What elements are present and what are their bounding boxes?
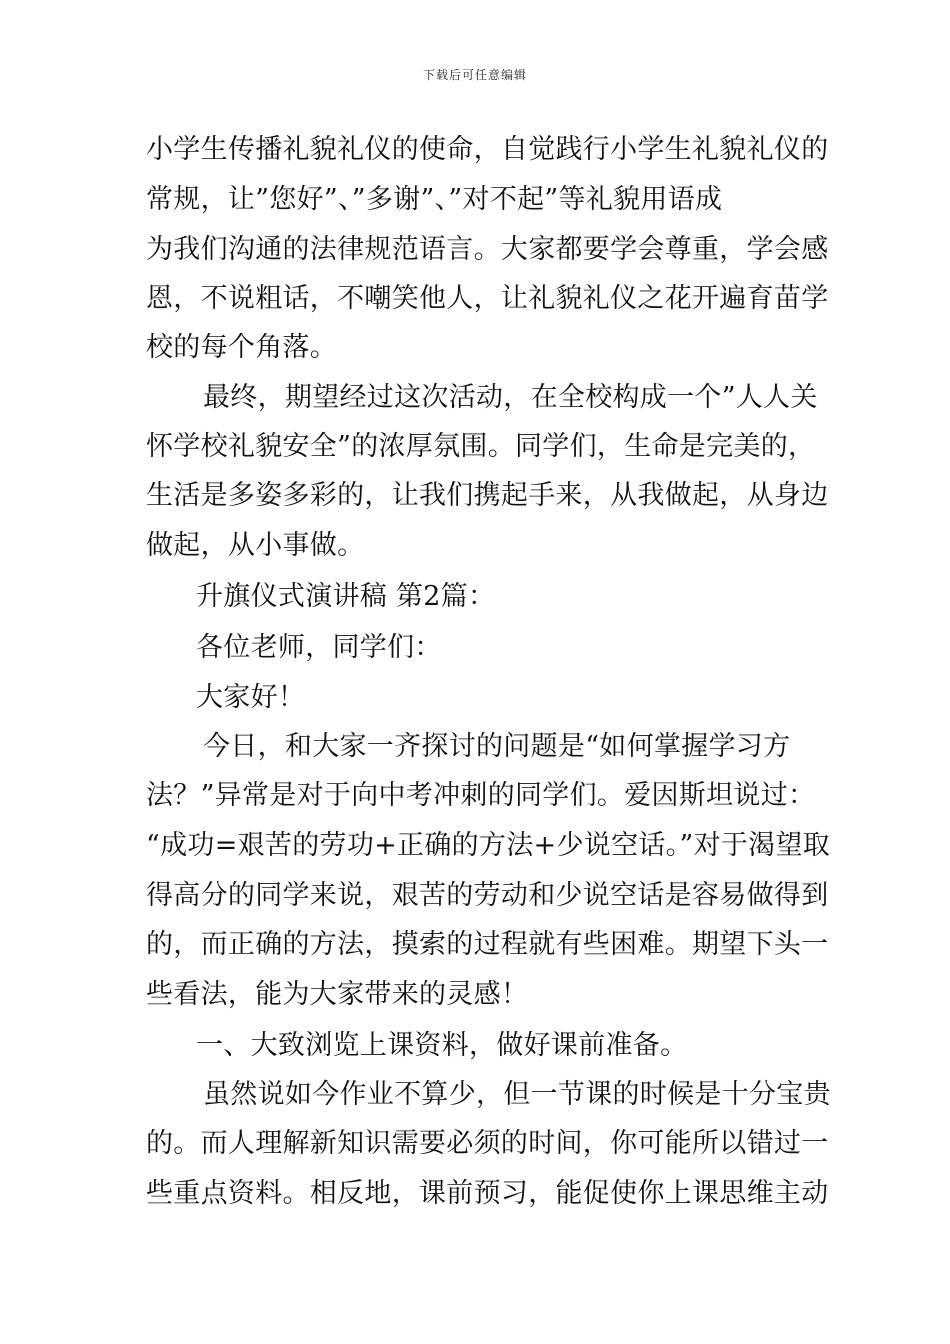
text-line: 恩，不说粗话，不嘲笑他人，让礼貌礼仪之花开遍育苗学 <box>146 283 829 314</box>
text-line: 今日，和大家一齐探讨的问题是“如何掌握学习方 <box>203 731 791 762</box>
text-line: 为我们沟通的法律规范语言。大家都要学会尊重，学会感 <box>146 234 829 265</box>
text-line: 法？”异常是对于向中考冲刺的同学们。爱因斯坦说过： <box>146 780 816 811</box>
text-line: 生活是多姿多彩的，让我们携起手来，从我做起，从身边 <box>146 480 829 511</box>
text-line: 最终，期望经过这次活动，在全校构成一个”人人关 <box>203 382 818 413</box>
text-line: 的，而正确的方法，摸索的过程就有些困难。期望下头一 <box>146 929 829 960</box>
text-line: 升旗仪式演讲稿 第2篇： <box>196 581 496 612</box>
text-line: 些重点资料。相反地，课前预习，能促使你上课思维主动 <box>146 1178 829 1209</box>
text-line: 小学生传播礼貌礼仪的使命，自觉践行小学生礼貌礼仪的 <box>146 134 829 165</box>
text-line: 常规，让”您好”、”多谢”、”对不起”等礼貌用语成 <box>146 184 723 215</box>
text-line: 做起，从小事做。 <box>146 530 365 561</box>
text-line: 得高分的同学来说，艰苦的劳动和少说空话是容易做得到 <box>146 880 829 911</box>
text-line: 各位老师，同学们： <box>196 632 442 663</box>
text-line: “成功=艰苦的劳功+正确的方法+少说空话。”对于渴望取 <box>146 830 831 861</box>
page-header: 下载后可任意编辑 <box>422 68 527 82</box>
text-line: 大家好！ <box>196 682 306 713</box>
text-line: 虽然说如今作业不算少，但一节课的时候是十分宝贵 <box>203 1079 831 1110</box>
text-line: 一、大致浏览上课资料，做好课前准备。 <box>196 1030 688 1061</box>
text-line: 怀学校礼貌安全”的浓厚氛围。同学们，生命是完美的， <box>146 431 816 462</box>
text-line: 些看法，能为大家带来的灵感！ <box>146 979 529 1010</box>
text-line: 校的每个角落。 <box>146 332 338 363</box>
text-line: 的。而人理解新知识需要必须的时间，你可能所以错过一 <box>146 1128 829 1159</box>
